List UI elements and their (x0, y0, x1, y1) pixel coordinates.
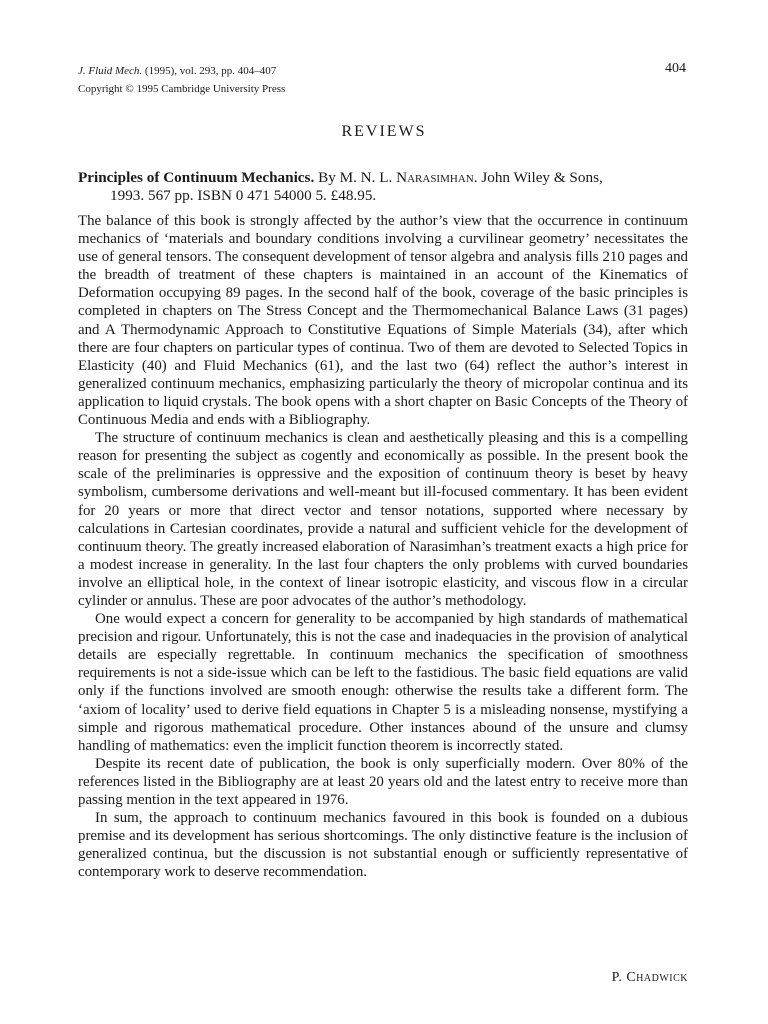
section-title: REVIEWS (341, 123, 427, 140)
page-number: 404 (665, 61, 686, 76)
paragraph: The balance of this book is strongly affected by the author’s view that the occurrence in continuum mechanics of ‘materials and boundary conditions involving a curvilinear geometry’ necessitates the use of general tensors. The consequent development of tensor algebra and analysis fills 210 pages and the breadth of treatment of these chapters is maintained in an account of the Kinematics of Deformation occupying 89 pages. In the second half of the book, coverage of the basic principles is completed in chapters on The Stress Concept and the Thermomechanical Balance Laws (31 pages) and A Thermodynamic Approach to Constitutive Equations of Simple Materials (34), after which there are four chapters on particular types of continua. Two of them are devoted to Selected Topics in Elasticity (40) and Fluid Mechanics (61), and the last two (64) reflect the author’s interest in generalized continuum mechanics, emphasizing particularly the theory of micropolar continua and its application to liquid crystals. The book opens with a short chapter on Basic Concepts of the Theory of Continuous Media and ends with a Bibliography. (78, 213, 688, 429)
paragraph: The structure of continuum mechanics is clean and aesthetically pleasing and this is a compelling reason for presenting the subject as cogently and economically as possible. In the present book the scale of the preliminaries is oppressive and the exposition of continuum theory is beset by heavy symbolism, cumbersome derivations and well-meant but ill-focused commentary. It has been evident for 20 years or more that direct vector and tensor notations, supported where necessary by calculations in Cartesian coordinates, provide a natural and sufficient vehicle for the development of continuum theory. The greatly increased elaboration of Narasimhan’s treatment exacts a high price for a modest increase in generality. In the last four chapters the only problems with curved boundaries involve an elliptical hole, in the context of linear isotropic elasticity, and viscous flow in a circular cylinder or annulus. These are poor advocates of the author’s methodology. (78, 430, 688, 609)
citation-details: (1995), vol. 293, pp. 404–407 (144, 65, 277, 77)
book-publisher: . John Wiley & Sons, (473, 169, 603, 186)
book-heading (78, 169, 688, 205)
paragraph: In sum, the approach to continuum mechanics favoured in this book is founded on a dubious premise and its development has serious shortcomings. The only distinctive feature is the inclusion of generalized continua, but the discussion is not substantial enough or sufficiently representative of contemporary work to deserve recommendation. (78, 810, 688, 881)
journal-citation (78, 64, 276, 78)
review-body (78, 212, 688, 881)
copyright-line: Copyright © 1995 Cambridge University Press (78, 83, 286, 95)
book-by: By M. N. L. (318, 169, 393, 186)
book-title: Principles of Continuum Mechanics. (78, 169, 315, 186)
book-author: Narasimhan (396, 169, 474, 186)
reviewer-signature: P. Chadwick (611, 970, 688, 985)
paragraph: One would expect a concern for generality to be accompanied by high standards of mathematical precision and rigour. Unfortunately, this is not the case and inadequacies in the provision of analytical details are especially regrettable. In continuum mechanics the specification of smoothness requirements is not a side-issue which can be left to the fastidious. The basic field equations are valid only if the functions involved are smooth enough: otherwise the results take a different form. The ‘axiom of locality’ used to derive field equations in Chapter 5 is a misleading nonsense, mystifying a simple and rigorous mathematical procedure. Other instances abound of the unsure and clumsy handling of mathematics: even the implicit function theorem is incorrectly stated. (78, 611, 688, 754)
journal-name: J. Fluid Mech. (78, 65, 143, 77)
paragraph: Despite its recent date of publication, the book is only superficially modern. Over 80% of the references listed in the Bibliography are at least 20 years old and the latest entry to receive more than passing mention in the text appeared in 1976. (78, 755, 688, 808)
book-details: 1993. 567 pp. ISBN 0 471 54000 5. £48.95. (110, 187, 377, 204)
